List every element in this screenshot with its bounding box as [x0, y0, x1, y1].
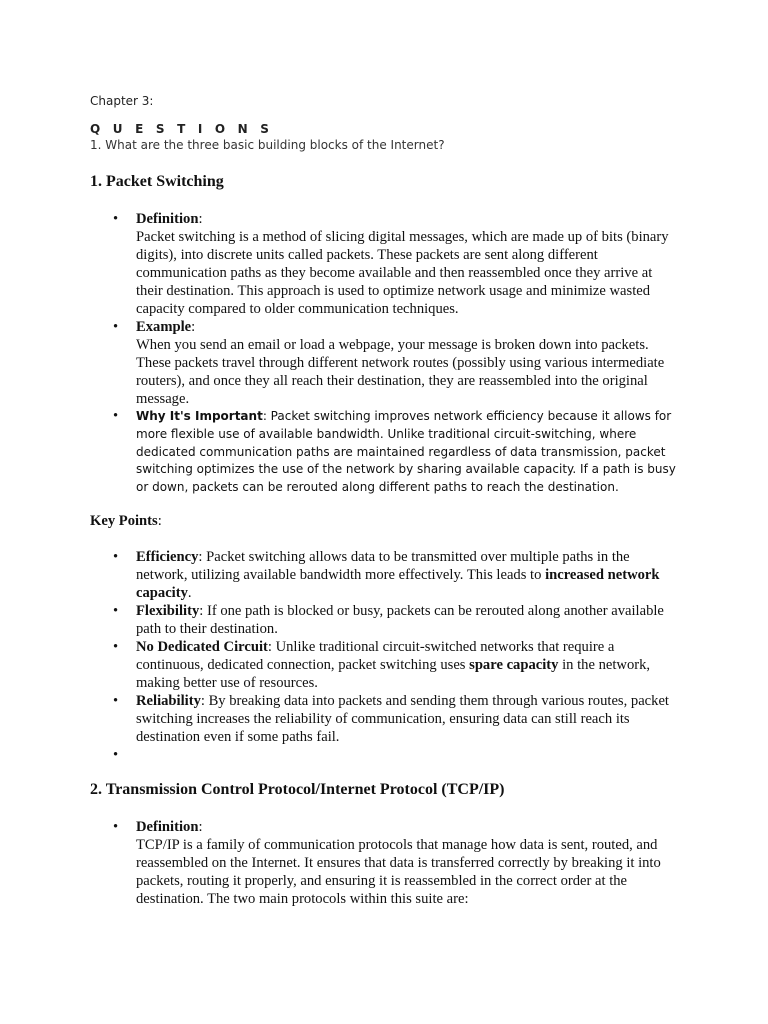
list-item-efficiency: • Efficiency: Packet switching allows data to be transmitted over multiple paths in the network, utilizing available bandwidth more effectively. This leads to increased network capacity. [113, 549, 660, 601]
list-item-no-dedicated-circuit: • No Dedicated Circuit: Unlike traditional circuit-switched networks that require a continuous, dedicated connection, packet switching uses spare capacity in the network, making better use of resources. [113, 639, 651, 691]
bullet: • [113, 408, 119, 424]
list-item-definition: • Definition: Packet switching is a method of slicing digital messages, which are made up of bits (binary digits), into discrete units called packets. These packets are sent along different communication paths as they become available and then reassembled once they arrive at their destination. This approach is used to optimize network usage and minimize wasted capacity compared to older communication techniques. [113, 211, 669, 317]
example-text: When you send an email or load a webpage, your message is broken down into packets. These packets travel through different network routes (possibly using various intermediate routers), and once they all reach their destination, they are reassembled into the original message. [136, 337, 665, 407]
questions-heading: Q U E S T I O N S [90, 122, 274, 136]
list-item-empty [0, 746, 768, 764]
key-points-heading: Key Points: [90, 513, 162, 529]
bullet: • [113, 603, 119, 619]
list-item-flexibility: • Flexibility: If one path is blocked or busy, packets can be rerouted along another available path to their destination. [113, 603, 664, 637]
list-item-reliability: • Reliability: By breaking data into packets and sending them through various routes, packet switching increases the reliability of communication, ensuring data can still reach its destination even if some paths fail. [113, 693, 669, 745]
definition-label: Definition [136, 211, 199, 227]
bullet: • [113, 747, 119, 763]
packet-switching-list [0, 210, 768, 497]
list-item-why-important [0, 408, 768, 497]
bullet: • [113, 819, 119, 835]
important-text: : Packet switching improves network efficiency because it allows for more flexible use of available bandwidth. Unlike traditional circuit-switching, where dedicated communication paths are maintained regardless of data transmission, packet switching optimizes the use of the network by sharing available capacity. If a path is busy or down, packets can be rerouted along different paths to reach the destination. [136, 409, 676, 495]
tcp-ip-list [0, 818, 768, 908]
tcp-definition-text: TCP/IP is a family of communication protocols that manage how data is sent, routed, and reassembled on the Internet. It ensures that data is transferred correctly by breaking it into packets, routing it properly, and ensuring it is reassembled in the correct order at the destination. The two main protocols within this suite are: [136, 837, 661, 907]
bullet: • [113, 639, 119, 655]
bullet: • [113, 319, 119, 335]
list-item-example: • Example: When you send an email or load a webpage, your message is broken down into packets. These packets travel through different network routes (possibly using various intermediate routers), and once they all reach their destination, they are reassembled into the original message. [113, 319, 665, 407]
important-label: Why It's Important [136, 409, 263, 423]
section-heading-packet-switching: 1. Packet Switching [90, 173, 224, 190]
question-1: 1. What are the three basic building blocks of the Internet? [90, 138, 445, 152]
chapter-label: Chapter 3: [90, 94, 154, 108]
section-heading-tcp-ip: 2. Transmission Control Protocol/Internet Protocol (TCP/IP) [90, 781, 505, 798]
example-label: Example [136, 319, 192, 335]
bullet: • [113, 693, 119, 709]
bullet: • [113, 211, 119, 227]
definition-text: Packet switching is a method of slicing digital messages, which are made up of bits (binary digits), into discrete units called packets. These packets are sent along different communication paths as they become available and then reassembled once they arrive at their destination. This approach is used to optimize network usage and minimize wasted capacity compared to older communication techniques. [136, 229, 669, 317]
key-points-list [0, 548, 768, 764]
bullet: • [113, 549, 119, 565]
list-item-tcp-definition: • Definition: TCP/IP is a family of communication protocols that manage how data is sent, routed, and reassembled on the Internet. It ensures that data is transferred correctly by breaking it into packets, routing it properly, and ensuring it is reassembled in the correct order at the destination. The two main protocols within this suite are: [113, 819, 661, 907]
